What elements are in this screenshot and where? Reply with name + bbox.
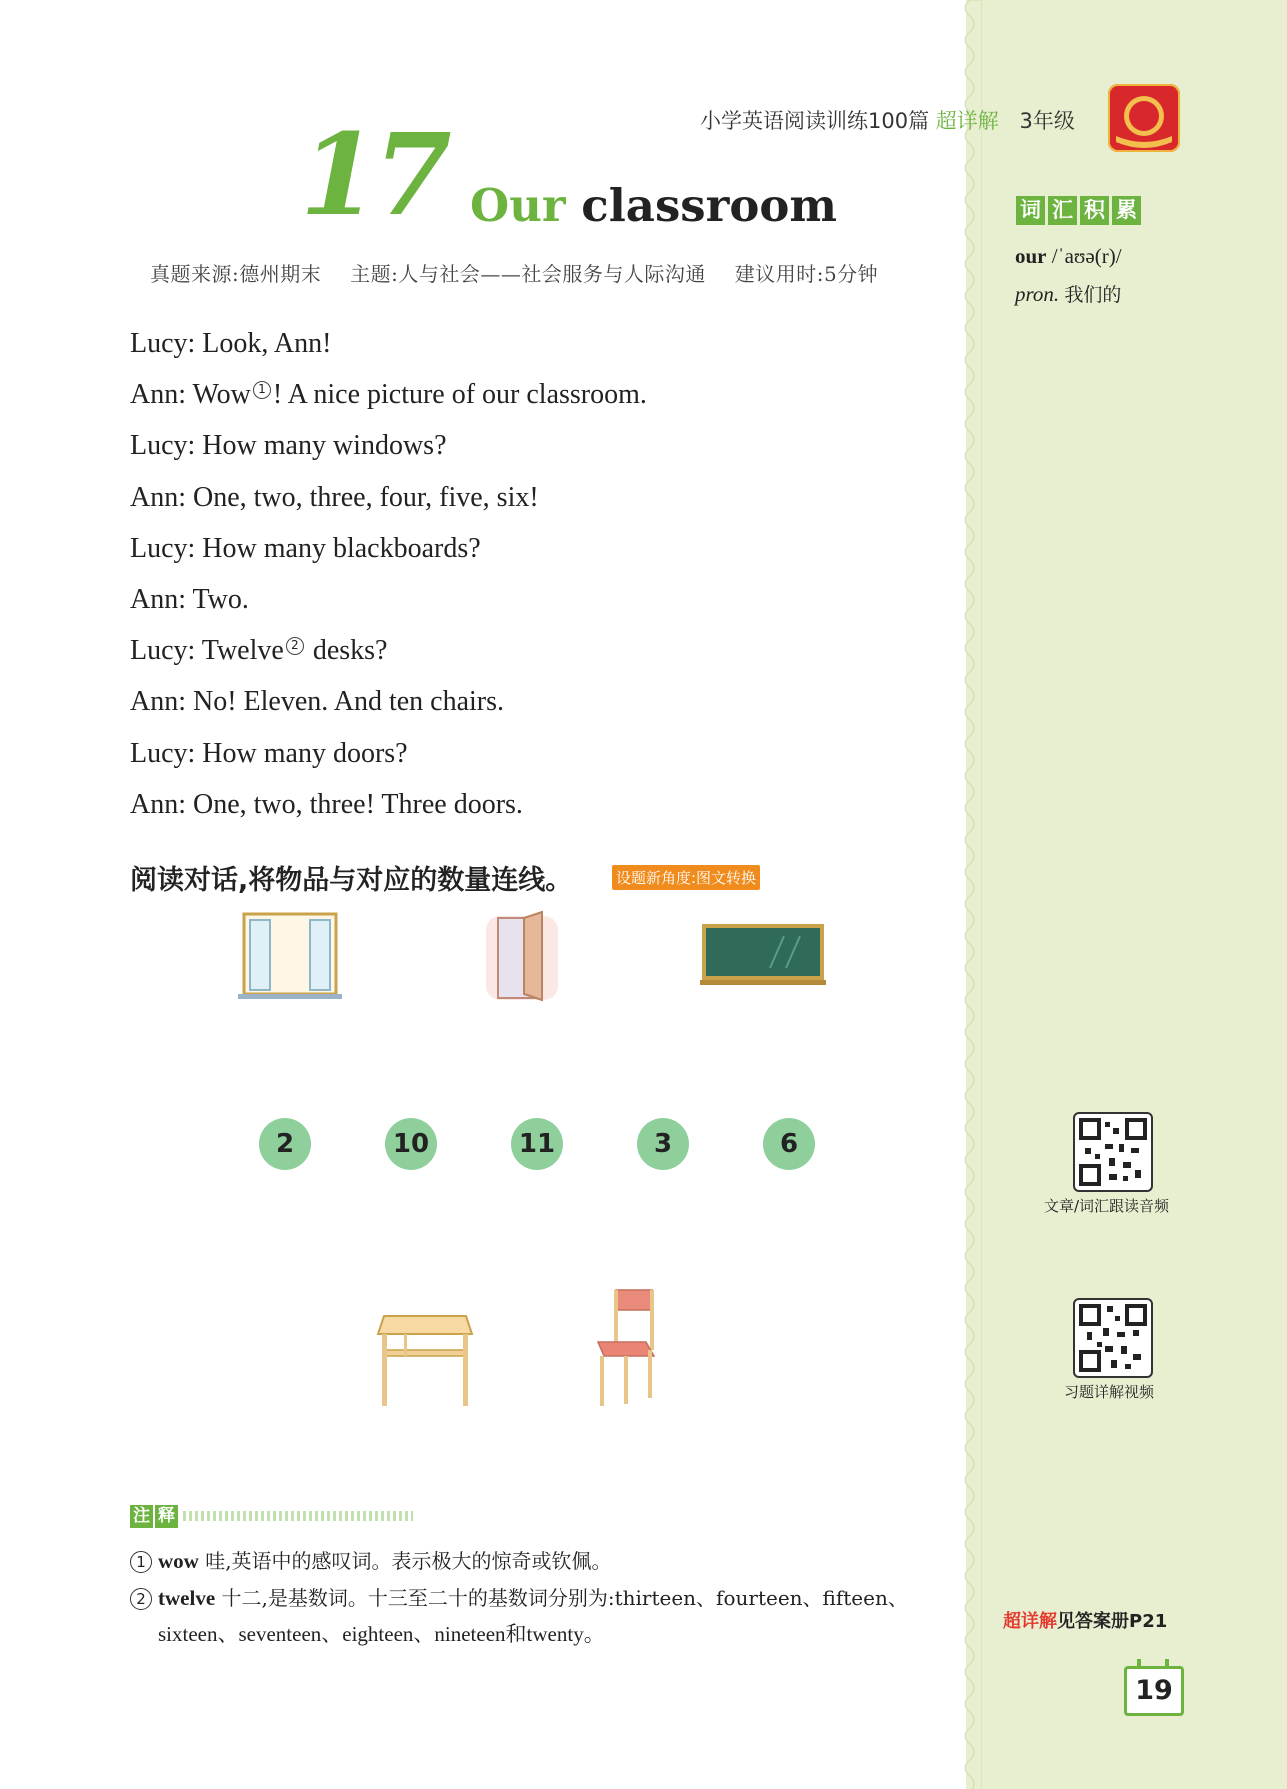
vocab-definition: pron. 我们的	[1015, 282, 1122, 306]
dialogue-line: Ann: One, two, three! Three doors.	[130, 788, 523, 820]
vocab-word: our /ˈaʊə(r)/	[1015, 244, 1122, 268]
dialogue	[130, 318, 930, 830]
grade-label: 3年级	[1019, 109, 1075, 133]
desk-icon[interactable]	[376, 1314, 474, 1406]
chair-icon[interactable]	[594, 1286, 662, 1408]
task-instruction: 阅读对话,将物品与对应的数量连线。	[130, 865, 573, 896]
footnote-mark: 1	[253, 381, 271, 399]
number-circle-2[interactable]: 2	[259, 1118, 311, 1170]
lesson-title-green: Our	[470, 179, 566, 232]
dialogue-line: Lucy: Look, Ann!	[130, 328, 332, 359]
door-icon[interactable]	[484, 910, 564, 1002]
lesson-number: 17	[300, 110, 448, 241]
vocab-phonetic: /ˈaʊə(r)/	[1051, 244, 1122, 268]
notes-divider	[183, 1511, 413, 1521]
blackboard-icon[interactable]	[700, 922, 826, 988]
vocab-heading: 词 汇 积 累	[1016, 196, 1141, 225]
qr-code-video[interactable]	[1073, 1298, 1153, 1378]
answer-reference: 超详解见答案册P21	[1003, 1611, 1168, 1632]
lesson-title-dark: classroom	[581, 179, 837, 232]
meta-time: 建议用时:5分钟	[734, 262, 879, 286]
publisher-logo	[1108, 84, 1180, 152]
dialogue-line: Ann: Wow 1 ! A nice picture of our classroom.	[130, 379, 647, 411]
note-item: 2 twelve 十二,是基数词。十三至二十的基数词分别为:thirteen、fourteen、fifteen、	[130, 1582, 908, 1611]
dialogue-line: Ann: Two.	[130, 583, 249, 615]
dialogue-line: Ann: No! Eleven. And ten chairs.	[130, 686, 505, 718]
qr-code-audio[interactable]	[1073, 1112, 1153, 1192]
task-tag: 设题新角度:图文转换	[612, 865, 760, 890]
footnote-mark: 2	[286, 637, 304, 655]
qr-video-label: 习题详解视频	[1064, 1383, 1155, 1401]
qr-audio-label: 文章/词汇跟读音频	[1044, 1197, 1170, 1215]
dialogue-line: Ann: One, two, three, four, five, six!	[130, 481, 539, 513]
page-number: 19	[1124, 1666, 1184, 1716]
lesson-title	[470, 179, 837, 232]
meta-source: 真题来源:德州期末	[150, 262, 322, 286]
book-title: 小学英语阅读训练100篇 超详解 3年级	[700, 109, 1075, 133]
lesson-meta	[150, 258, 900, 287]
book-title-accent: 超详解	[935, 109, 999, 133]
dialogue-line: Lucy: Twelve 2 desks?	[130, 635, 388, 667]
dialogue-line: Lucy: How many doors?	[130, 737, 408, 769]
number-circle-6[interactable]: 6	[763, 1118, 815, 1170]
sidebar-wave-border	[958, 0, 982, 1789]
dialogue-line: Lucy: How many windows?	[130, 430, 447, 462]
notes-heading: 注 释	[130, 1505, 178, 1528]
number-circle-11[interactable]: 11	[511, 1118, 563, 1170]
dialogue-line: Lucy: How many blackboards?	[130, 532, 481, 564]
note-item: 1 wow 哇,英语中的感叹词。表示极大的惊奇或钦佩。	[130, 1545, 612, 1574]
number-circle-10[interactable]: 10	[385, 1118, 437, 1170]
note-continuation: sixteen、seventeen、eighteen、nineteen和twenty。	[158, 1622, 605, 1646]
meta-theme: 主题:人与社会——社会服务与人际沟通	[350, 262, 706, 286]
number-circle-3[interactable]: 3	[637, 1118, 689, 1170]
window-icon[interactable]	[236, 910, 344, 1002]
